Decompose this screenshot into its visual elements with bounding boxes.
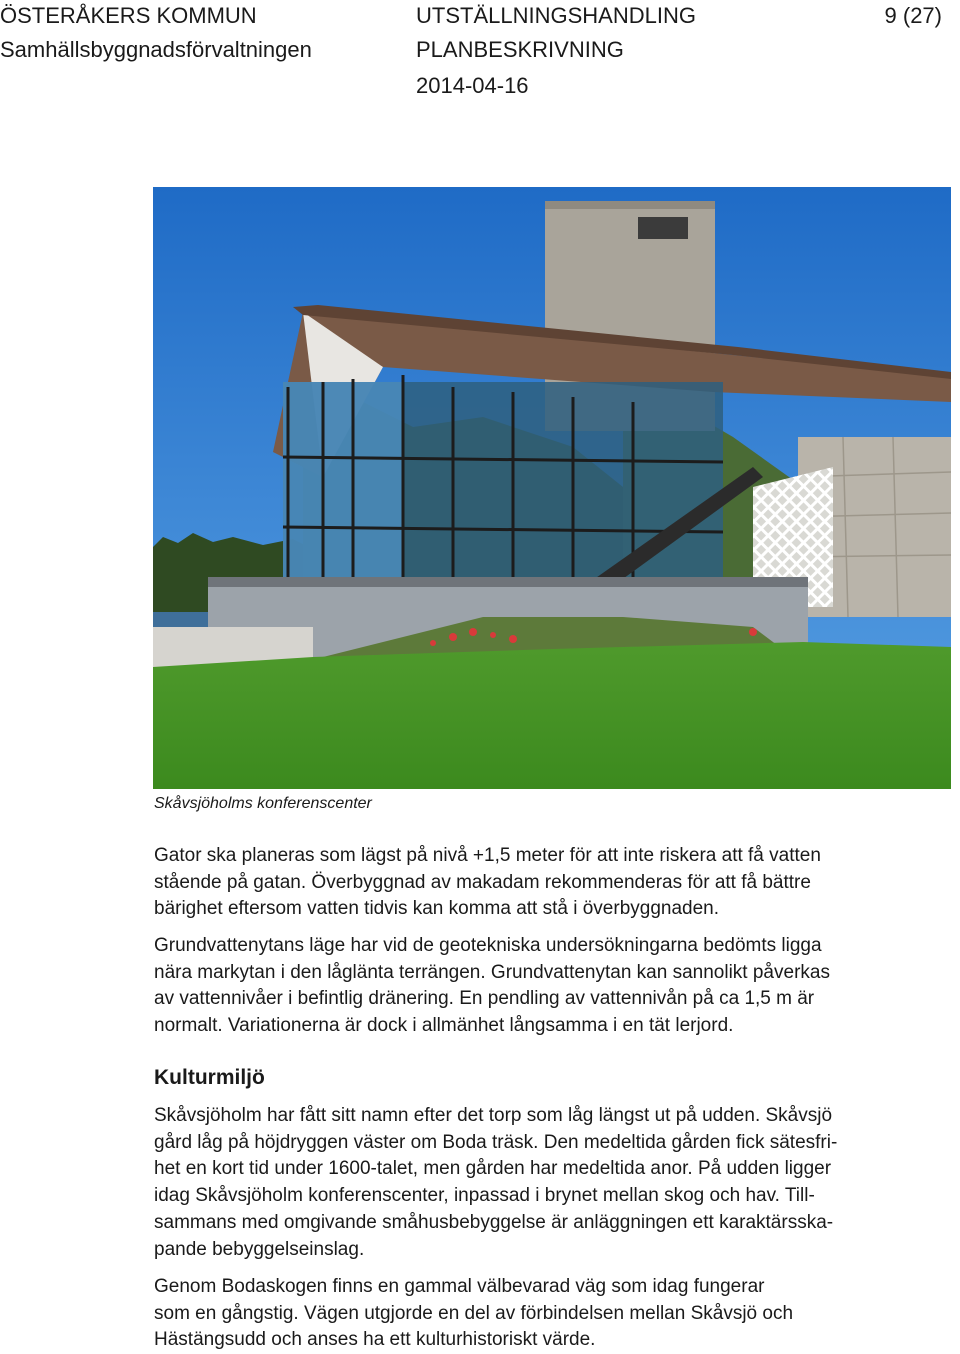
page-number: 9 (27) bbox=[884, 3, 942, 28]
header-doc-type: UTSTÄLLNINGSHANDLING bbox=[416, 3, 696, 28]
section-heading-kulturmiljo: Kulturmiljö bbox=[154, 1066, 265, 1089]
building-photo bbox=[153, 187, 951, 789]
text-line: av vattennivåer i befintlig dränering. En pendling av vattennivån på ca 1,5 m är bbox=[154, 988, 815, 1010]
header-department: Samhällsbyggnadsförvaltningen bbox=[0, 37, 312, 62]
text-line: het en kort tid under 1600-talet, men gården har medeltida anor. På udden ligger bbox=[154, 1158, 832, 1180]
text-line: bärighet eftersom vatten tidvis kan komma att stå i överbyggnaden. bbox=[154, 898, 720, 920]
header-date: 2014-04-16 bbox=[416, 73, 529, 98]
figure-caption: Skåvsjöholms konferenscenter bbox=[154, 795, 372, 812]
paragraph-2 bbox=[154, 933, 954, 1040]
header-doc-title: PLANBESKRIVNING bbox=[416, 37, 624, 62]
header-org: ÖSTERÅKERS KOMMUN bbox=[0, 3, 257, 28]
text-line: som en gångstig. Vägen utgjorde en del av förbindelsen mellan Skåvsjö och bbox=[154, 1302, 794, 1324]
paragraph-1 bbox=[154, 843, 954, 923]
text-line: Grundvattenytans läge har vid de geotekniska undersökningarna bedömts ligga bbox=[154, 935, 822, 956]
text-line: stående på gatan. Överbyggnad av makadam rekommenderas för att få bättre bbox=[154, 871, 811, 893]
text-line: pande bebyggelseinslag. bbox=[154, 1238, 365, 1260]
text-line: normalt. Variationerna är dock i allmänhet långsamma i en tät lerjord. bbox=[154, 1015, 734, 1037]
paragraph-4 bbox=[154, 1274, 954, 1354]
text-line: idag Skåvsjöholm konferenscenter, inpassad i brynet mellan skog och hav. Till- bbox=[154, 1185, 815, 1207]
paragraph-3 bbox=[154, 1103, 954, 1263]
text-line: sammans med omgivande småhusbebyggelse är anläggningen ett karaktärsska- bbox=[154, 1211, 834, 1233]
text-line: Skåvsjöholm har fått sitt namn efter det torp som låg längst ut på udden. Skåvsjö bbox=[154, 1105, 833, 1126]
text-line: Genom Bodaskogen finns en gammal välbevarad väg som idag fungerar bbox=[154, 1276, 765, 1297]
text-line: Gator ska planeras som lägst på nivå +1,5 meter för att inte riskera att få vatten bbox=[154, 845, 821, 866]
text-line: gård låg på höjdryggen väster om Boda träsk. Den medeltida gården fick sätesfri- bbox=[154, 1131, 838, 1153]
text-line: Hästängsudd och anses ha ett kulturhistoriskt värde. bbox=[154, 1329, 596, 1351]
text-line: nära markytan i den låglänta terrängen. Grundvattenytan kan sannolikt påverkas bbox=[154, 961, 830, 983]
